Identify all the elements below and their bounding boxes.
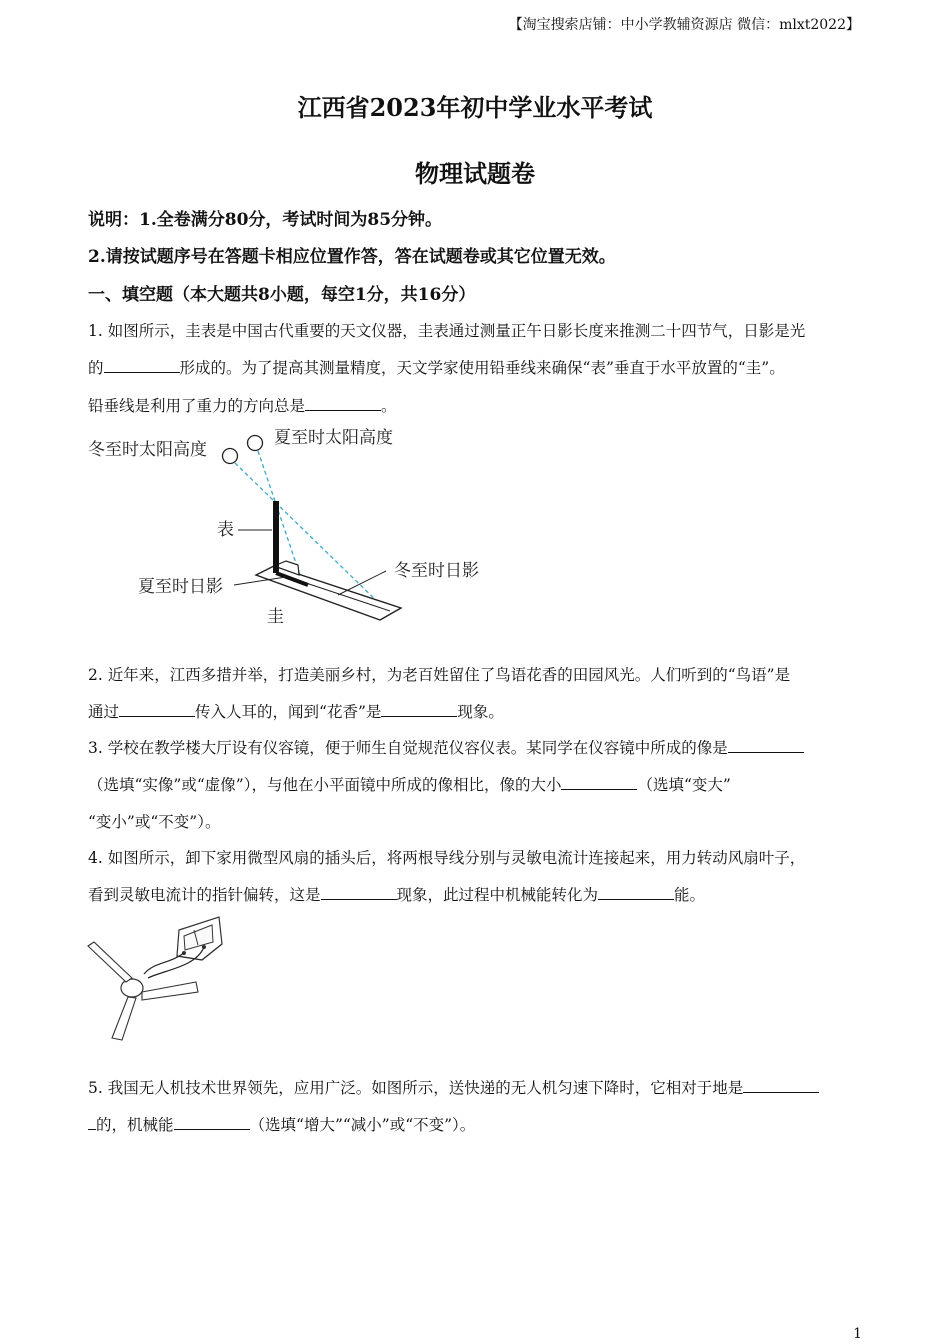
fan-blade-3 [112,997,136,1040]
label-summer-shadow: 夏至时日影 [138,577,223,597]
q2-text-2a: 通过 [88,703,120,721]
q2-blank-2[interactable] [381,702,457,717]
summer-sun-icon [248,436,263,451]
q3-line-3: “变小”或“不变”）。 [88,813,221,831]
q1-text-3a: 铅垂线是利用了重力的方向总是 [88,397,306,415]
q5-text-2a: 的，机械能 [96,1116,174,1134]
fan-blade-2 [142,982,198,1000]
q2-text-2c: 现象。 [457,703,504,721]
exam-title: 江西省2023年初中学业水平考试 [297,93,653,122]
biao-pole [273,501,279,573]
section-1-title: 一、填空题（本大题共8小题，每空1分，共16分） [88,285,476,305]
q2-blank-1[interactable] [119,702,195,717]
instruction-2: 2.请按试题序号在答题卡相应位置作答，答在试题卷或其它位置无效。 [88,247,616,267]
q1-text-3b: 。 [381,397,397,415]
q1-line-2 [88,358,863,378]
label-summer-sun: 夏至时太阳高度 [274,428,393,448]
q4-blank-1[interactable] [321,885,397,900]
winter-shadow-leader [338,571,386,595]
q5-line-2 [88,1115,863,1135]
label-winter-sun: 冬至时太阳高度 [88,440,207,460]
fan-hub-icon [121,979,143,997]
q1-text-2a: 的 [88,359,104,377]
q5-blank-2[interactable] [174,1115,250,1130]
instruction-1: 说明：1.全卷满分80分，考试时间为85分钟。 [88,210,443,230]
fan-blade-1 [88,942,132,982]
exam-subtitle: 物理试题卷 [415,159,535,188]
q5-line-1 [88,1078,863,1098]
label-biao: 表 [217,520,234,540]
q1-line-1: 1. 如图所示，圭表是中国古代重要的天文仪器，圭表通过测量正午日影长度来推测二十四节气，日影是光 [88,322,806,340]
q1-text-2b: 形成的。为了提高其测量精度，天文学家使用铅垂线来确保“表”垂直于水平放置的“圭”。 [179,359,785,377]
q5-blank-1b[interactable] [88,1115,96,1130]
wire-1 [144,953,184,974]
q3-text-2b: （选填“变大” [637,776,731,794]
q3-line-1 [88,738,863,758]
fan-galvanometer-figure [84,912,234,1044]
q2-line-1: 2. 近年来，江西多措并举，打造美丽乡村，为老百姓留住了鸟语花香的田园风光。人们听到的“鸟语”是 [88,666,791,684]
q2-line-2 [88,702,863,722]
q3-blank-1[interactable] [728,738,804,753]
gui-biao-figure [86,425,506,635]
q4-line-1: 4. 如图所示，卸下家用微型风扇的插头后，将两根导线分别与灵敏电流计连接起来，用力转动风扇叶子， [88,849,806,867]
q4-text-2c: 能。 [674,886,706,904]
q3-line-2 [88,775,863,795]
page-number: 1 [853,1326,862,1342]
q4-text-2a: 看到灵敏电流计的指针偏转，这是 [88,886,321,904]
q3-text-2a: （选填“实像”或“虚像”），与他在小平面镜中所成的像相比，像的大小 [88,776,562,794]
winter-sun-icon [223,449,238,464]
q4-blank-2[interactable] [598,885,674,900]
q2-text-2b: 传入人耳的，闻到“花香”是 [195,703,382,721]
q5-text-1: 5. 我国无人机技术世界领先，应用广泛。如图所示，送快递的无人机匀速下降时，它相对于地是 [88,1079,744,1097]
label-gui: 圭 [267,607,284,627]
header-note: 【淘宝搜索店铺：中小学教辅资源店 微信：mlxt2022】 [508,17,860,33]
q4-line-2 [88,885,863,905]
q5-text-2b: （选填“增大”“减小”或“不变”）。 [249,1116,476,1134]
q3-blank-2[interactable] [561,775,637,790]
label-winter-shadow: 冬至时日影 [394,561,479,581]
q4-text-2b: 现象，此过程中机械能转化为 [396,886,599,904]
q1-blank-1[interactable] [104,358,180,373]
q5-blank-1a[interactable] [743,1078,819,1093]
q1-blank-2[interactable] [305,396,381,411]
q1-line-3 [88,396,863,416]
q3-text-1: 3. 学校在教学楼大厅设有仪容镜，便于师生自觉规范仪容仪表。某同学在仪容镜中所成的像是 [88,739,728,757]
